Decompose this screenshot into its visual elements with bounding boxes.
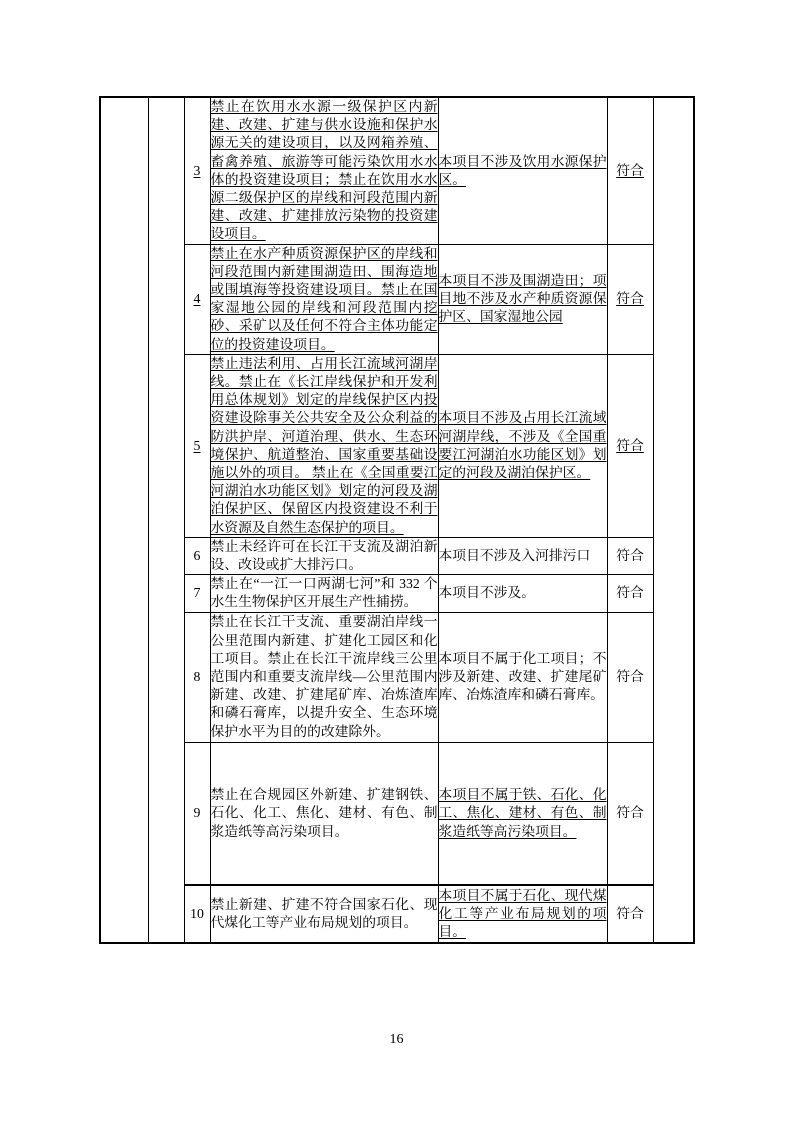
analysis-text: 本项目不涉及入河排污口 [438, 547, 591, 563]
table-row [100, 354, 694, 537]
table-row [100, 742, 694, 885]
analysis-text: 本项目不涉及占用长江流域河湖岸线，不涉及《全国重要江河湖泊水功能区划》划定的河段及湖泊保护区。 [438, 410, 607, 481]
analysis-text: 本项目不涉及围湖造田；项目地不涉及水产种质资源保护区、国家湿地公园 [438, 272, 607, 325]
table-row [100, 612, 694, 742]
left-spacer-cell-a [100, 97, 148, 943]
verdict-text: 符合 [616, 906, 644, 922]
criterion-text: 禁止违法利用、占用长江流域河湖岸线。禁止在《长江岸线保护和开发利用总体规划》划定的岸线保护区内投资建设除事关公共安全及公众利益的防洪护岸、河道治理、供水、生态环境保护、航道整治、国家重要基础设施以外的项目。 禁止在《全国重要江河湖泊水功能区划》划定的河段及湖泊保护区、保留区内投资建设不利于水资源及自然生态保护的项目。 [210, 355, 438, 535]
criterion-text: 禁止在合规园区外新建、扩建钢铁、石化、化工、焦化、建材、有色、制浆造纸等高污染项目。 [210, 787, 438, 839]
criterion-text: 禁止未经许可在长江干支流及湖泊新设、改设或扩大排污口。 [210, 538, 438, 573]
verdict-text: 符合 [616, 547, 644, 563]
criterion-text: 禁止在水产种质资源保护区的岸线和河段范围内新建围湖造田、围海造地或围填海等投资建设项目。禁止在国家湿地公园的岸线和河段范围内挖砂、采矿以及任何不符合主体功能定位的投资建设项目。 [210, 245, 438, 352]
verdict-text: 符合 [616, 669, 644, 685]
analysis-text: 本项目不属于铁、石化、化工、焦化、建材、有色、制浆造纸等高污染项目。 [438, 787, 607, 839]
criterion-text: 禁止新建、扩建不符合国家石化、现代煤化工等产业布局规划的项目。 [210, 896, 438, 931]
verdict-text: 符合 [616, 162, 644, 178]
table-row [100, 244, 694, 354]
table-row [100, 537, 694, 574]
row-number: 3 [193, 162, 201, 178]
analysis-text: 本项目不涉及。 [438, 585, 536, 601]
row-number: 7 [193, 585, 201, 601]
row-number: 10 [190, 906, 204, 922]
right-spacer-cell [653, 97, 694, 943]
verdict-text: 符合 [616, 805, 644, 821]
row-number: 9 [193, 805, 201, 821]
criterion-text: 禁止在“一江一口两湖七河”和 332 个水生生物保护区开展生产性捕捞。 [210, 576, 438, 610]
analysis-text: 本项目不涉及饮用水源保护区。 [438, 153, 607, 187]
criterion-text: 禁止在长江干支流、重要湖泊岸线一公里范围内新建、扩建化工园区和化工项目。禁止在长江干流岸线三公里范围内和重要支流岸线—公里范围内新建、改建、扩建尾矿库、冶炼渣库和磷石膏库，以提升安全、生态环境保护水平为目的的改建除外。 [210, 614, 438, 739]
row-number: 5 [193, 437, 201, 453]
row-number: 4 [193, 291, 201, 307]
analysis-text: 本项目不属于化工项目；不涉及新建、改建、扩建尾矿库、冶炼渣库和磷石膏库。 [438, 650, 607, 703]
row-number: 8 [193, 669, 201, 685]
left-spacer-cell-b [148, 97, 184, 943]
table-row [100, 575, 694, 612]
criterion-text: 禁止在饮用水水源一级保护区内新建、改建、扩建与供水设施和保护水源无关的建设项目，以及网箱养殖、畜禽养殖、旅游等可能污染饮用水水体的投资建设项目；禁止在饮用水水源二级保护区的岸线和河段范围内新建、改建、扩建排放污染物的投资建设项目。 [210, 99, 438, 242]
table-row [100, 885, 694, 943]
verdict-text: 符合 [616, 437, 644, 453]
verdict-text: 符合 [616, 585, 644, 601]
analysis-text: 本项目不属于石化、现代煤化工等产业布局规划的项目。 [438, 887, 607, 940]
row-number: 6 [193, 547, 201, 563]
compliance-table [99, 96, 695, 944]
verdict-text: 符合 [616, 291, 644, 307]
table-row [100, 97, 694, 244]
page-number: 16 [389, 1032, 404, 1047]
